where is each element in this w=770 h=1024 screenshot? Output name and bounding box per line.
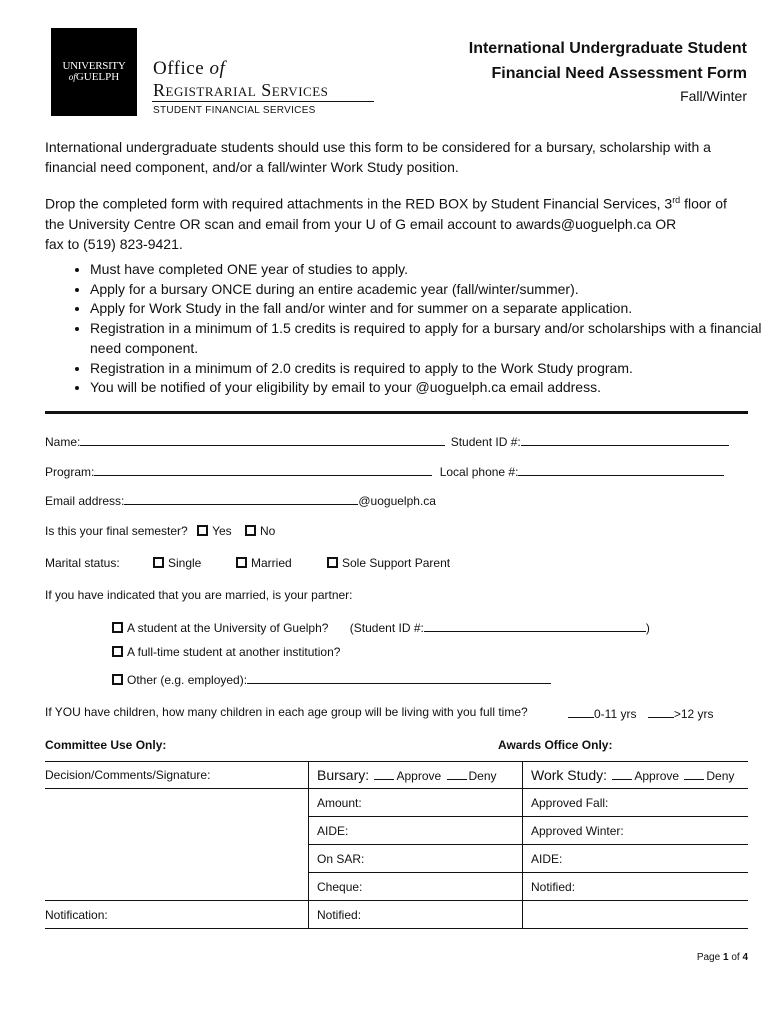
aide2-cell: AIDE: <box>523 845 749 873</box>
logo-line1: UNIVERSITY <box>62 60 126 72</box>
children-row <box>45 705 528 719</box>
sole-support-label: Sole Support Parent <box>342 556 451 570</box>
table-row <box>45 762 748 789</box>
sole-support-option <box>327 556 450 570</box>
committee-use-heading: Committee Use Only: <box>45 738 167 752</box>
no-label: No <box>260 524 276 538</box>
partner-other-institution-label: A full-time student at another institution? <box>127 645 341 659</box>
age1-label: 0-11 yrs <box>594 707 637 721</box>
approved-winter-cell: Approved Winter: <box>523 817 749 845</box>
office-use-table <box>45 761 748 929</box>
no-checkbox[interactable] <box>245 525 256 536</box>
partner-other-label: Other (e.g. employed): <box>127 673 248 687</box>
awards-office-heading: Awards Office Only: <box>498 738 613 752</box>
program-field[interactable] <box>94 463 432 476</box>
requirements-list <box>45 260 770 398</box>
yes-checkbox[interactable] <box>197 525 208 536</box>
single-option <box>153 556 201 570</box>
single-label: Single <box>168 556 202 570</box>
form-title-line1: International Undergraduate Student <box>468 40 747 57</box>
paren-close: ) <box>645 621 650 635</box>
email-domain: @uoguelph.ca <box>358 494 436 508</box>
partner-other-checkbox[interactable] <box>112 674 123 685</box>
table-row <box>45 845 748 873</box>
partner-other-field[interactable] <box>247 671 551 684</box>
decision-label: Decision/Comments/Signature: <box>45 762 309 789</box>
list-item: • Apply for a bursary ONCE during an entire academic year (fall/winter/summer). <box>90 280 770 300</box>
form-title-line2: Financial Need Assessment Form <box>491 65 747 82</box>
partner-option-a <box>112 619 650 635</box>
list-item: • You will be notified of your eligibility by email to your @uoguelph.ca email address. <box>90 378 770 398</box>
age1-field[interactable] <box>568 705 594 718</box>
children-question: If YOU have children, how many children in each age group will be living with you full time? <box>45 705 528 719</box>
notified-cell: Notified: <box>523 873 749 901</box>
form-term: Fall/Winter <box>680 88 747 104</box>
aide-cell: AIDE: <box>309 817 523 845</box>
email-field[interactable] <box>124 492 358 505</box>
children-age-groups <box>568 705 714 721</box>
name-label: Name: <box>45 435 81 449</box>
email-row <box>45 492 436 508</box>
age2-field[interactable] <box>648 705 674 718</box>
intro-paragraph-2: Drop the completed form with required attachments in the RED BOX by Student Financial Services, 3rd floor of the University Centre OR scan and email from your U of G email account to awards@uoguelph.ca OR fax to (519) 823-9421. <box>45 195 727 252</box>
email-label: Email address: <box>45 494 125 508</box>
table-row <box>45 873 748 901</box>
approved-fall-cell: Approved Fall: <box>523 789 749 817</box>
final-semester-row <box>45 524 275 538</box>
married-checkbox[interactable] <box>236 557 247 568</box>
list-item: • Must have completed ONE year of studies to apply. <box>90 260 770 280</box>
bursary-cell: Bursary: Approve Deny <box>309 762 523 789</box>
partner-option-b <box>112 645 340 659</box>
work-study-cell: Work Study: Approve Deny <box>523 762 749 789</box>
marital-label: Marital status: <box>45 556 120 570</box>
married-label: Married <box>251 556 292 570</box>
list-item: • Apply for Work Study in the fall and/or winter and for summer on a separate application. <box>90 299 770 319</box>
partner-question: If you have indicated that you are married, is your partner: <box>45 588 353 602</box>
section-divider <box>45 411 748 414</box>
yes-label: Yes <box>212 524 232 538</box>
amount-cell: Amount: <box>309 789 523 817</box>
table-row <box>45 817 748 845</box>
partner-student-id-field[interactable] <box>424 619 646 632</box>
office-title-line1: Office of <box>153 58 226 79</box>
local-phone-label: Local phone #: <box>439 465 519 479</box>
name-field[interactable] <box>80 433 445 446</box>
student-id-label: Student ID #: <box>450 435 521 449</box>
office-divider <box>152 101 374 102</box>
list-item: • Registration in a minimum of 2.0 credits is required to apply to the Work Study program. <box>90 359 770 379</box>
notification-cell: Notification: <box>45 901 309 929</box>
notified2-cell: Notified: <box>309 901 523 929</box>
on-sar-cell: On SAR: <box>309 845 523 873</box>
sole-support-checkbox[interactable] <box>327 557 338 568</box>
local-phone-field[interactable] <box>518 463 724 476</box>
list-item: • Registration in a minimum of 1.5 credits is required to apply for a bursary and/or scholarships with a financial need component. <box>90 319 770 358</box>
partner-student-id-label: (Student ID #: <box>349 621 424 635</box>
partner-guelph-checkbox[interactable] <box>112 622 123 633</box>
age2-label: >12 yrs <box>673 707 714 721</box>
university-logo <box>51 28 137 116</box>
page-number: Page 1 of 4 <box>696 952 748 963</box>
final-semester-label: Is this your final semester? <box>45 524 188 538</box>
married-option <box>236 556 292 570</box>
single-checkbox[interactable] <box>153 557 164 568</box>
partner-option-c <box>112 671 551 687</box>
name-row <box>45 433 729 449</box>
program-label: Program: <box>45 465 95 479</box>
cheque-cell: Cheque: <box>309 873 523 901</box>
table-row <box>45 789 748 817</box>
office-title-line2: Registrarial Services <box>153 80 329 100</box>
partner-guelph-label: A student at the University of Guelph? <box>127 621 329 635</box>
partner-other-institution-checkbox[interactable] <box>112 646 123 657</box>
office-subtitle: STUDENT FINANCIAL SERVICES <box>153 105 316 116</box>
table-row <box>45 901 748 929</box>
intro-paragraph-1: International undergraduate students should use this form to be considered for a bursary, scholarship with a financial need component, and/or a fall/winter Work Study position. <box>45 139 711 175</box>
student-id-field[interactable] <box>521 433 729 446</box>
logo-line2: ofGUELPH <box>68 71 120 83</box>
program-row <box>45 463 724 479</box>
